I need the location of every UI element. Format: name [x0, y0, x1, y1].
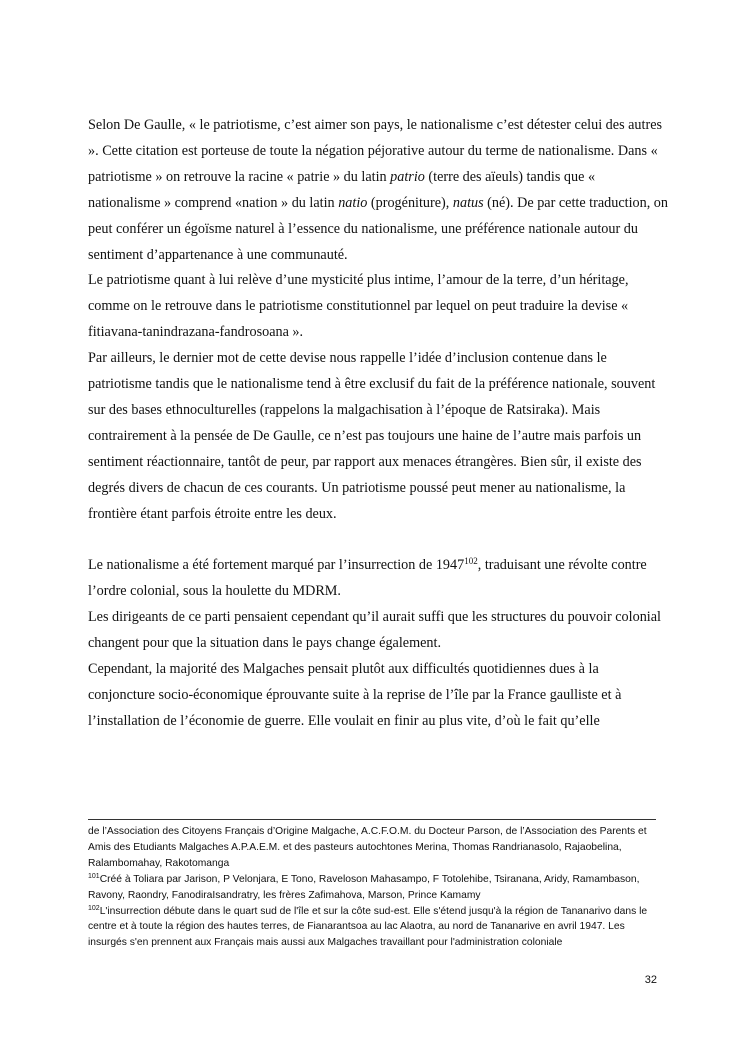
footnote-102-text: L'insurrection débute dans le quart sud de l'île et sur la côte sud-est. Elle s'étend jusqu'à la région de Tananarivo dans le centre et à toute la région des hautes terres, de Fianarantsoa au lac Alaotra, au nord de Tananarive en avril 1947. Les insurgés s'en prennent aux Français mais aussi aux Malgaches travaillant pour l'administration coloniale	[88, 905, 648, 949]
footnote-102	[88, 904, 663, 952]
paragraph-4-text-b: , traduisant une révolte contre l’ordre colonial, sous la houlette du MDRM.	[88, 557, 647, 600]
term-natus: natus	[452, 194, 484, 211]
paragraph-4-text-a: Le nationalisme a été fortement marqué par l’insurrection de 1947	[88, 557, 465, 574]
footnote-separator	[88, 819, 656, 820]
paragraph-4	[88, 553, 668, 605]
footnote-ref-102[interactable]: 102	[464, 556, 478, 567]
paragraph-3: Par ailleurs, le dernier mot de cette devise nous rappelle l’idée d’inclusion contenue dans le patriotisme tandis que le nationalisme tend à être exclusif du fait de la préférence nationale, souvent sur des bases ethnoculturelles (rappelons la malgachisation à l’époque de Ratsiraka). Mais contrairement à la pensée de De Gaulle, ce n’est pas toujours une haine de l’autre mais parfois un sentiment réactionnaire, tantôt de peur, par rapport aux menaces étrangères. Bien sûr, il existe des degrés divers de chacun de ces courants. Un patriotisme poussé peut mener au nationalisme, la frontière étant parfois étroite entre les deux.	[88, 350, 656, 522]
term-patrio: patrio	[390, 168, 425, 185]
paragraph-1-text-d: (né). De par cette traduction, on peut conférer un égoïsme naturel à l’essence du nationalisme, une préférence nationale autour du sentiment d’appartenance à une communauté.	[88, 194, 668, 263]
footnote-102-number: 102	[88, 904, 100, 912]
paragraph-gap	[88, 528, 668, 554]
paragraph-1-text-b: (terre des aïeuls) tandis que « nationalisme » comprend «nation » du latin	[88, 168, 596, 211]
footnote-101-text: Créé à Toliara par Jarison, P Velonjara, E Tono, Raveloson Mahasampo, F Totolehibe, Tsiranana, Aridy, Ramambason, Ravony, Raondry, FanodiraIsandratry, les frères Zafimahova, Marson, Prince Kamamy	[88, 873, 640, 901]
page-number: 32	[644, 974, 657, 986]
paragraph-1	[88, 113, 668, 268]
paragraph-1-text-a: Selon De Gaulle, « le patriotisme, c’est aimer son pays, le nationalisme c’est détester celui des autres ». Cette citation est porteuse de toute la négation péjorative autour du terme de nationalisme. Dans « patriotisme » on retrouve la racine « patrie » du latin	[88, 117, 663, 185]
body-text	[88, 113, 668, 735]
paragraph-5: Les dirigeants de ce parti pensaient cependant qu’il aurait suffi que les structures du pouvoir colonial changent pour que la situation dans le pays change également.	[88, 609, 661, 652]
term-natio: natio	[338, 194, 368, 211]
paragraph-2: Le patriotisme quant à lui relève d’une mysticité plus intime, l’amour de la terre, d’un héritage, comme on le retrouve dans le patriotisme constitutionnel par lequel on peut traduire la devise « fitiavana-tanindrazana-fandrosoana ».	[88, 272, 629, 341]
footnotes	[88, 824, 663, 951]
paragraph-6: Cependant, la majorité des Malgaches pensait plutôt aux difficultés quotidiennes dues à la conjoncture socio-économique éprouvante suite à la reprise de l’île par la France gaulliste et à l’installation de l’économie de guerre. Elle voulait en finir au plus vite, d’où le fait qu’elle	[88, 661, 622, 729]
footnote-continuation: de l’Association des Citoyens Français d’Origine Malgache, A.C.F.O.M. du Docteur Parson, de l’Association des Parents et Amis des Etudiants Malgaches A.P.A.E.M. et des pasteurs autochtones Merina, Thomas Randrianasolo, Rajaobelina, Ralambomahay, Rakotomanga	[88, 826, 647, 869]
footnote-101	[88, 872, 663, 904]
footnote-101-number: 101	[88, 872, 100, 880]
paragraph-1-text-c: (progéniture),	[367, 194, 453, 211]
